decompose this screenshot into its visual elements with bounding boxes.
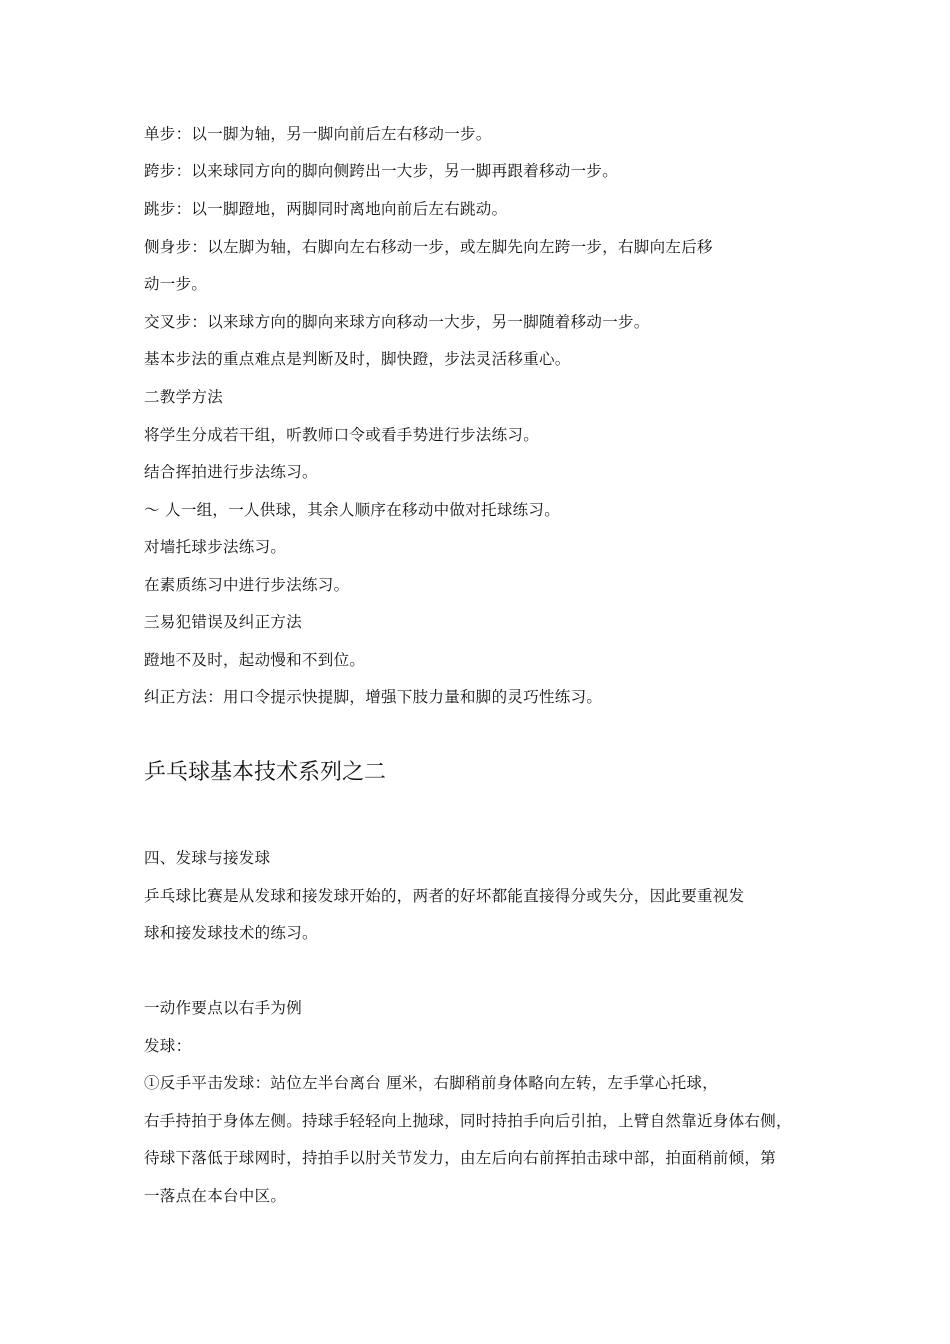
text-line-backhand-serve-cont-3: 一落点在本台中区。: [144, 1187, 287, 1205]
text-line-serve-label: 发球：: [144, 1037, 192, 1055]
text-line-cross-step: 跨步：以来球同方向的脚向侧跨出一大步，另一脚再跟着移动一步。: [144, 162, 619, 180]
text-line-key-points: 基本步法的重点难点是判断及时，脚快蹬，步法灵活移重心。: [144, 350, 571, 368]
page-title: 乒乓球基本技术系列之二: [144, 760, 387, 785]
text-line-error: 蹬地不及时，起动慢和不到位。: [144, 651, 366, 669]
text-line-method-3: ～ 人一组，一人供球，其余人顺序在移动中做对托球练习。: [144, 501, 561, 519]
text-line-serve-intro-cont: 球和接发球技术的练习。: [144, 924, 318, 942]
text-line-single-step: 单步：以一脚为轴，另一脚向前后左右移动一步。: [144, 125, 492, 143]
section-heading-key-actions: 一动作要点以右手为例: [144, 999, 303, 1017]
text-line-method-5: 在素质练习中进行步法练习。: [144, 576, 350, 594]
text-line-backhand-serve: ①反手平击发球：站位左半台离台 厘米，右脚稍前身体略向左转，左手掌心托球，: [144, 1074, 719, 1092]
text-line-backhand-serve-cont-1: 右手持拍于身体左侧。持球手轻轻向上抛球，同时持拍手向后引拍，上臂自然靠近身体右侧，: [144, 1112, 792, 1130]
section-heading-teaching-methods: 二教学方法: [144, 388, 224, 406]
text-line-serve-intro: 乒乓球比赛是从发球和接发球开始的，两者的好坏都能直接得分或失分，因此要重视发: [144, 887, 745, 905]
text-line-crossover-step: 交叉步：以来球方向的脚向来球方向移动一大步，另一脚随着移动一步。: [144, 313, 650, 331]
text-line-method-1: 将学生分成若干组，听教师口令或看手势进行步法练习。: [144, 426, 540, 444]
text-line-side-step-cont: 动一步。: [144, 275, 208, 293]
text-line-method-2: 结合挥拍进行步法练习。: [144, 463, 318, 481]
text-line-correction: 纠正方法：用口令提示快提脚，增强下肢力量和脚的灵巧性练习。: [144, 688, 603, 706]
text-line-side-step: 侧身步：以左脚为轴，右脚向左右移动一步，或左脚先向左跨一步，右脚向左后移: [144, 238, 713, 256]
text-line-jump-step: 跳步：以一脚蹬地，两脚同时离地向前后左右跳动。: [144, 200, 508, 218]
section-heading-errors: 三易犯错误及纠正方法: [144, 613, 303, 631]
text-line-backhand-serve-cont-2: 待球下落低于球网时，持拍手以肘关节发力，由左后向右前挥拍击球中部，拍面稍前倾，第: [144, 1149, 777, 1167]
section-heading-serve: 四、发球与接发球: [144, 849, 271, 867]
text-line-method-4: 对墙托球步法练习。: [144, 538, 287, 556]
